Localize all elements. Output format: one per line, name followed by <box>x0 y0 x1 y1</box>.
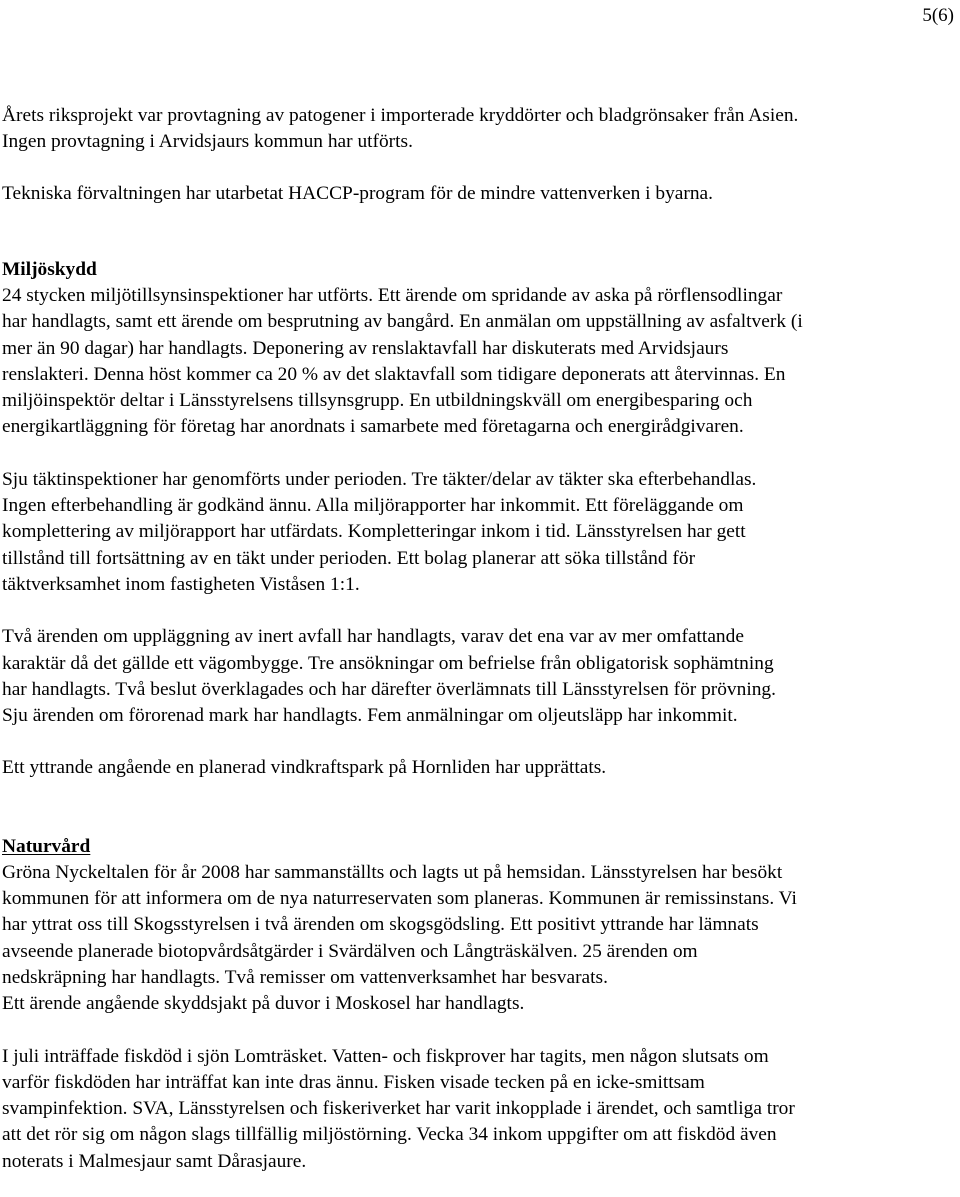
paragraph-miljoskydd-3 <box>2 624 958 729</box>
text-line: Gröna Nyckeltalen för år 2008 har sammanställts och lagts ut på hemsidan. Länsstyrelsen har besökt <box>2 861 783 883</box>
paragraph-naturvard-1 <box>2 860 958 1018</box>
text-line: Årets riksprojekt var provtagning av patogener i importerade kryddörter och bladgrönsaker från Asien. <box>2 105 799 126</box>
text-line: att det rör sig om någon slags tillfällig miljöstörning. Vecka 34 inkom uppgifter om att fiskdöd även <box>2 1124 777 1146</box>
text-line: noterats i Malmesjaur samt Dårasjaure. <box>2 1150 307 1172</box>
text-line: 24 stycken miljötillsynsinspektioner har utförts. Ett ärende om spridande av aska på rörflensodlingar <box>2 285 783 306</box>
text-line: kommunen för att informera om de nya naturreservaten som planeras. Kommunen är remissinstans. Vi <box>2 888 797 910</box>
text-line: Tekniska förvaltningen har utarbetat HACCP-program för de mindre vattenverken i byarna. <box>2 183 714 204</box>
text-line: I juli inträffade fiskdöd i sjön Lomträsket. Vatten- och fiskprover har tagits, men någon slutsats om <box>2 1045 769 1067</box>
text-line: tillstånd till fortsättning av en täkt under perioden. Ett bolag planerar att söka tillstånd för <box>2 547 696 569</box>
document-body <box>2 103 958 1175</box>
text-line: nedskräpning har handlagts. Två remisser om vattenverksamhet har besvarats. <box>2 966 608 988</box>
text-line: Ingen efterbehandling är godkänd ännu. Alla miljörapporter har inkommit. Ett föreläggande om <box>2 495 744 517</box>
section-heading: Naturvård <box>2 835 91 857</box>
text-line: har handlagts. Två beslut överklagades och har därefter överlämnats till Länsstyrelsen för prövning. <box>2 678 776 700</box>
text-line: energikartläggning för företag har anordnats i samarbete med företagarna och energirådgivaren. <box>2 416 744 438</box>
text-line: svampinfektion. SVA, Länsstyrelsen och fiskeriverket har varit inkopplade i ärendet, och samtliga tror <box>2 1098 795 1120</box>
text-line: Ett yttrande angående en planerad vindkraftspark på Hornliden har upprättats. <box>2 757 607 779</box>
text-line: komplettering av miljörapport har utfärdats. Kompletteringar inkom i tid. Länsstyrelsen har gett <box>2 521 746 543</box>
text-line: täktverksamhet inom fastigheten Viståsen 1:1. <box>2 573 360 595</box>
text-line: varför fiskdöden har inträffat kan inte dras ännu. Fisken visade tecken på en icke-smittsam <box>2 1071 705 1093</box>
text-line: har yttrat oss till Skogsstyrelsen i två ärenden om skogsgödsling. Ett positivt yttrande har lämnats <box>2 914 759 936</box>
section-miljoskydd <box>2 257 958 782</box>
text-line: mer än 90 dagar) har handlagts. Deponering av renslaktavfall har diskuterats med Arvidsjaurs <box>2 337 729 359</box>
paragraph-miljoskydd-2 <box>2 467 958 598</box>
text-line: miljöinspektör deltar i Länsstyrelsens tillsynsgrupp. En utbildningskväll om energibesparing och <box>2 390 753 412</box>
page-number: 5(6) <box>922 5 954 26</box>
paragraph-naturvard-2 <box>2 1044 958 1175</box>
section-naturvard <box>2 834 958 1175</box>
text-line: Ett ärende angående skyddsjakt på duvor i Moskosel har handlagts. <box>2 993 525 1015</box>
paragraph-miljoskydd-4 <box>2 755 958 781</box>
text-line: renslakteri. Denna höst kommer ca 20 % av det slaktavfall som tidigare deponerats att återvinnas. En <box>2 363 786 385</box>
paragraph-haccp <box>2 181 958 207</box>
section-heading: Miljöskydd <box>2 259 97 280</box>
text-line: Sju ärenden om förorenad mark har handlagts. Fem anmälningar om oljeutsläpp har inkommit. <box>2 705 738 727</box>
paragraph-intro <box>2 103 958 155</box>
text-line: karaktär då det gällde ett vägombygge. Tre ansökningar om befrielse från obligatorisk sophämtning <box>2 652 774 674</box>
text-line: Sju täktinspektioner har genomförts under perioden. Tre täkter/delar av täkter ska efterbehandlas. <box>2 468 757 490</box>
text-line: Två ärenden om uppläggning av inert avfall har handlagts, varav det ena var av mer omfattande <box>2 626 744 648</box>
paragraph-miljoskydd-1 <box>2 283 958 441</box>
text-line: har handlagts, samt ett ärende om besprutning av bangård. En anmälan om uppställning av asfaltverk (i <box>2 311 803 333</box>
text-line: Ingen provtagning i Arvidsjaurs kommun har utförts. <box>2 131 413 152</box>
text-line: avseende planerade biotopvårdsåtgärder i Svärdälven och Långträskälven. 25 ärenden om <box>2 940 698 962</box>
